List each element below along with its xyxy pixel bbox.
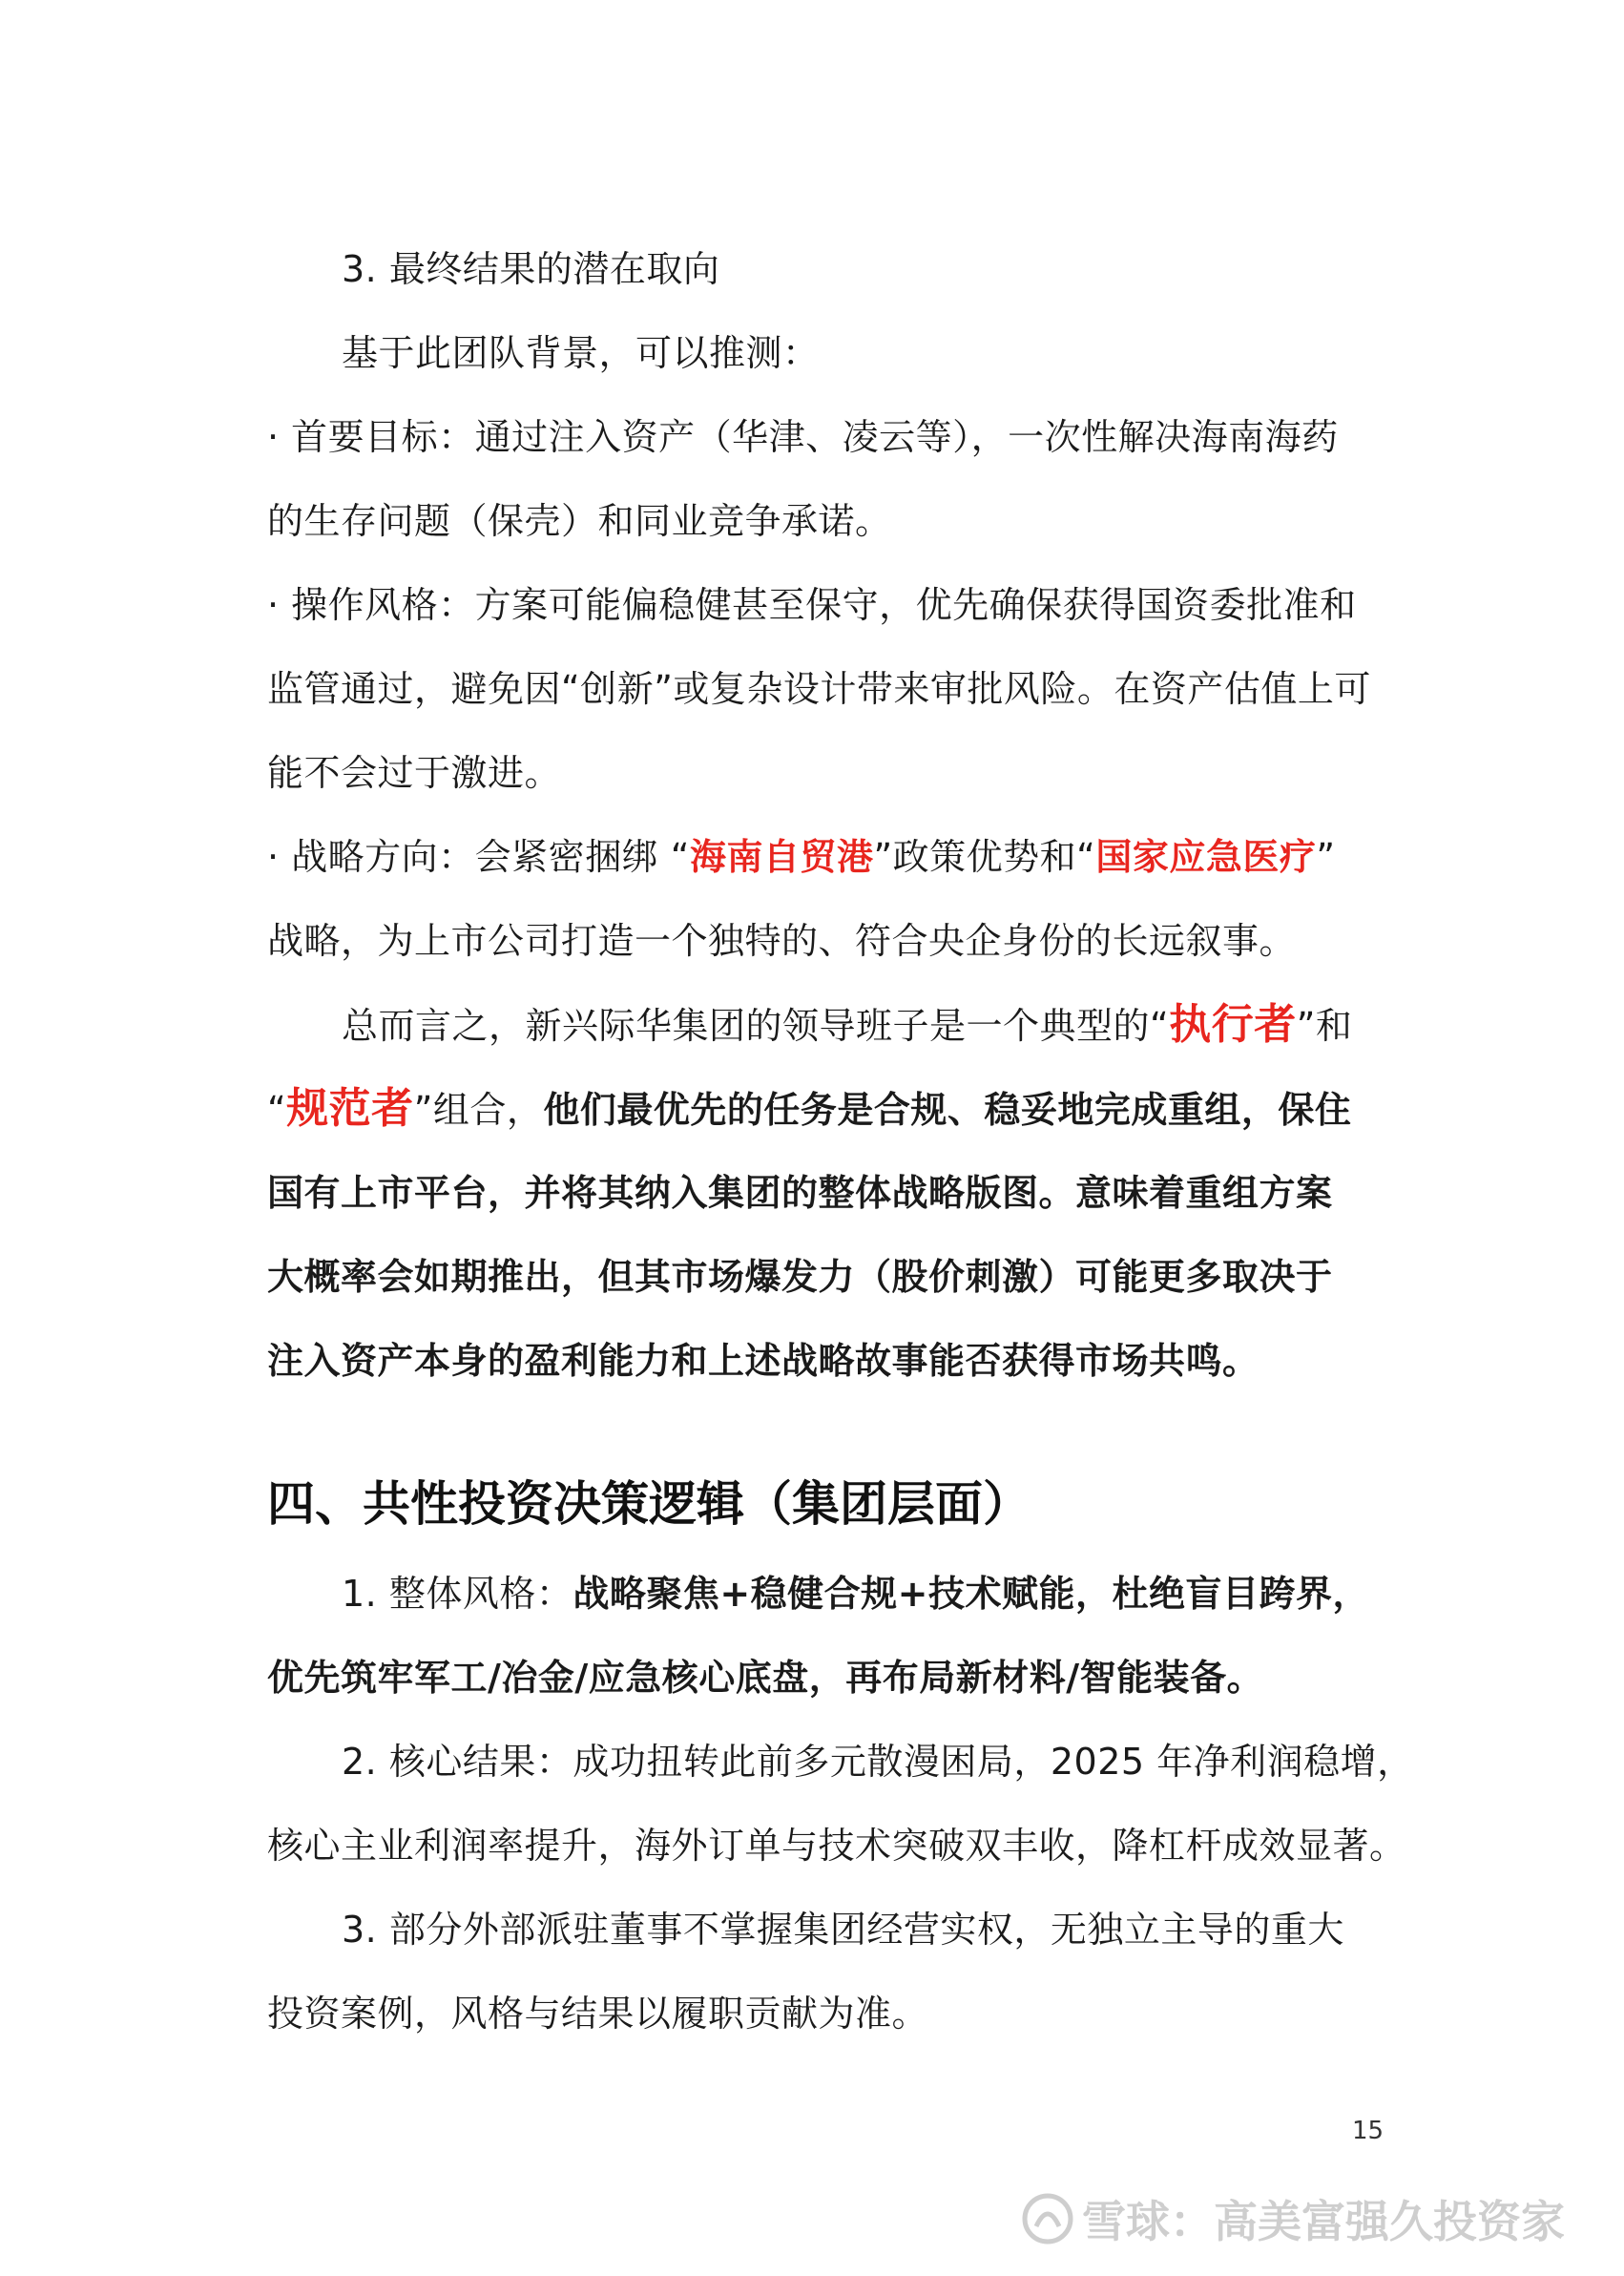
section-4-point-1-line-2: 优先筑牢军工/冶金/应急核心底盘，再布局新材料/智能装备。 [267,1657,1264,1699]
bullet-2-line-2: 监管通过，避免因“创新”或复杂设计带来审批风险。在资产估值上可 [267,668,1371,710]
summary-line-3: 国有上市平台，并将其纳入集团的整体战略版图。意味着重组方案 [267,1172,1333,1214]
section-3-title: 3. 最终结果的潜在取向 [342,248,720,290]
bullet-2-line-1: · 操作风格：方案可能偏稳健甚至保守，优先确保获得国资委批准和 [267,584,1357,626]
summary-bold-1: 他们最优先的任务是合规、稳妥地完成重组，保住 [543,1089,1352,1131]
section-4-point-3-line-1: 3. 部分外部派驻董事不掌握集团经营实权，无独立主导的重大 [342,1909,1344,1951]
point-1-prefix: 1. 整体风格： [342,1573,573,1615]
summary-prefix: 总而言之，新兴际华集团的领导班子是一个典型的“ [342,1005,1170,1047]
watermark [1021,2185,1603,2252]
bullet-1-line-2: 的生存问题（保壳）和同业竞争承诺。 [267,500,892,542]
highlight-regulator: 规范者 [286,1084,414,1133]
section-4-point-1-line-1 [267,1552,1379,1636]
highlight-hainan-ftz: 海南自贸港 [689,836,874,878]
section-3-intro: 基于此团队背景，可以推测： [342,332,820,374]
bullet-3-mid: ”政策优势和“ [873,836,1096,878]
bullet-3-suffix: ” [1316,836,1336,878]
summary-line-5: 注入资产本身的盈利能力和上述战略故事能否获得市场共鸣。 [267,1340,1260,1382]
bullet-3-prefix: · 战略方向：会紧密捆绑 “ [267,836,690,878]
point-1-bold: 战略聚焦+稳健合规+技术赋能，杜绝盲目跨界， [573,1573,1370,1615]
bullet-1-line-1: · 首要目标：通过注入资产（华津、凌云等），一次性解决海南海药 [267,416,1339,458]
highlight-national-emergency-medical: 国家应急医疗 [1095,836,1317,878]
bullet-2-line-3: 能不会过于激进。 [267,752,562,794]
snowball-logo-icon [1021,2192,1074,2245]
section-4-point-3-line-2: 投资案例，风格与结果以履职贡献为准。 [267,1993,929,2035]
summary-open-quote: “ [267,1089,287,1131]
summary-mid: ”组合， [413,1089,544,1131]
summary-line-1 [267,983,1379,1067]
document-body [267,227,1414,2056]
section-4-point-2-line-2: 核心主业利润率提升，海外订单与技术突破双丰收，降杠杆成效显著。 [267,1825,1406,1867]
summary-line-4: 大概率会如期推出，但其市场爆发力（股价刺激）可能更多取决于 [267,1256,1333,1298]
bullet-3-line-2: 战略，为上市公司打造一个独特的、符合央企身份的长远叙事。 [267,920,1297,962]
summary-line-2 [267,1067,1379,1151]
section-4-heading: 四、共性投资决策逻辑（集团层面） [267,1476,1031,1532]
summary-suffix: ”和 [1296,1005,1353,1047]
watermark-text: 雪球：高美富强久投资家 [1082,2196,1565,2247]
page-number: 15 [1352,2117,1385,2145]
bullet-3-line-1 [267,815,1379,899]
highlight-executor: 执行者 [1169,1000,1297,1049]
section-4-point-2-line-1: 2. 核心结果：成功扭转此前多元散漫困局，2025 年净利润稳增， [342,1741,1414,1783]
